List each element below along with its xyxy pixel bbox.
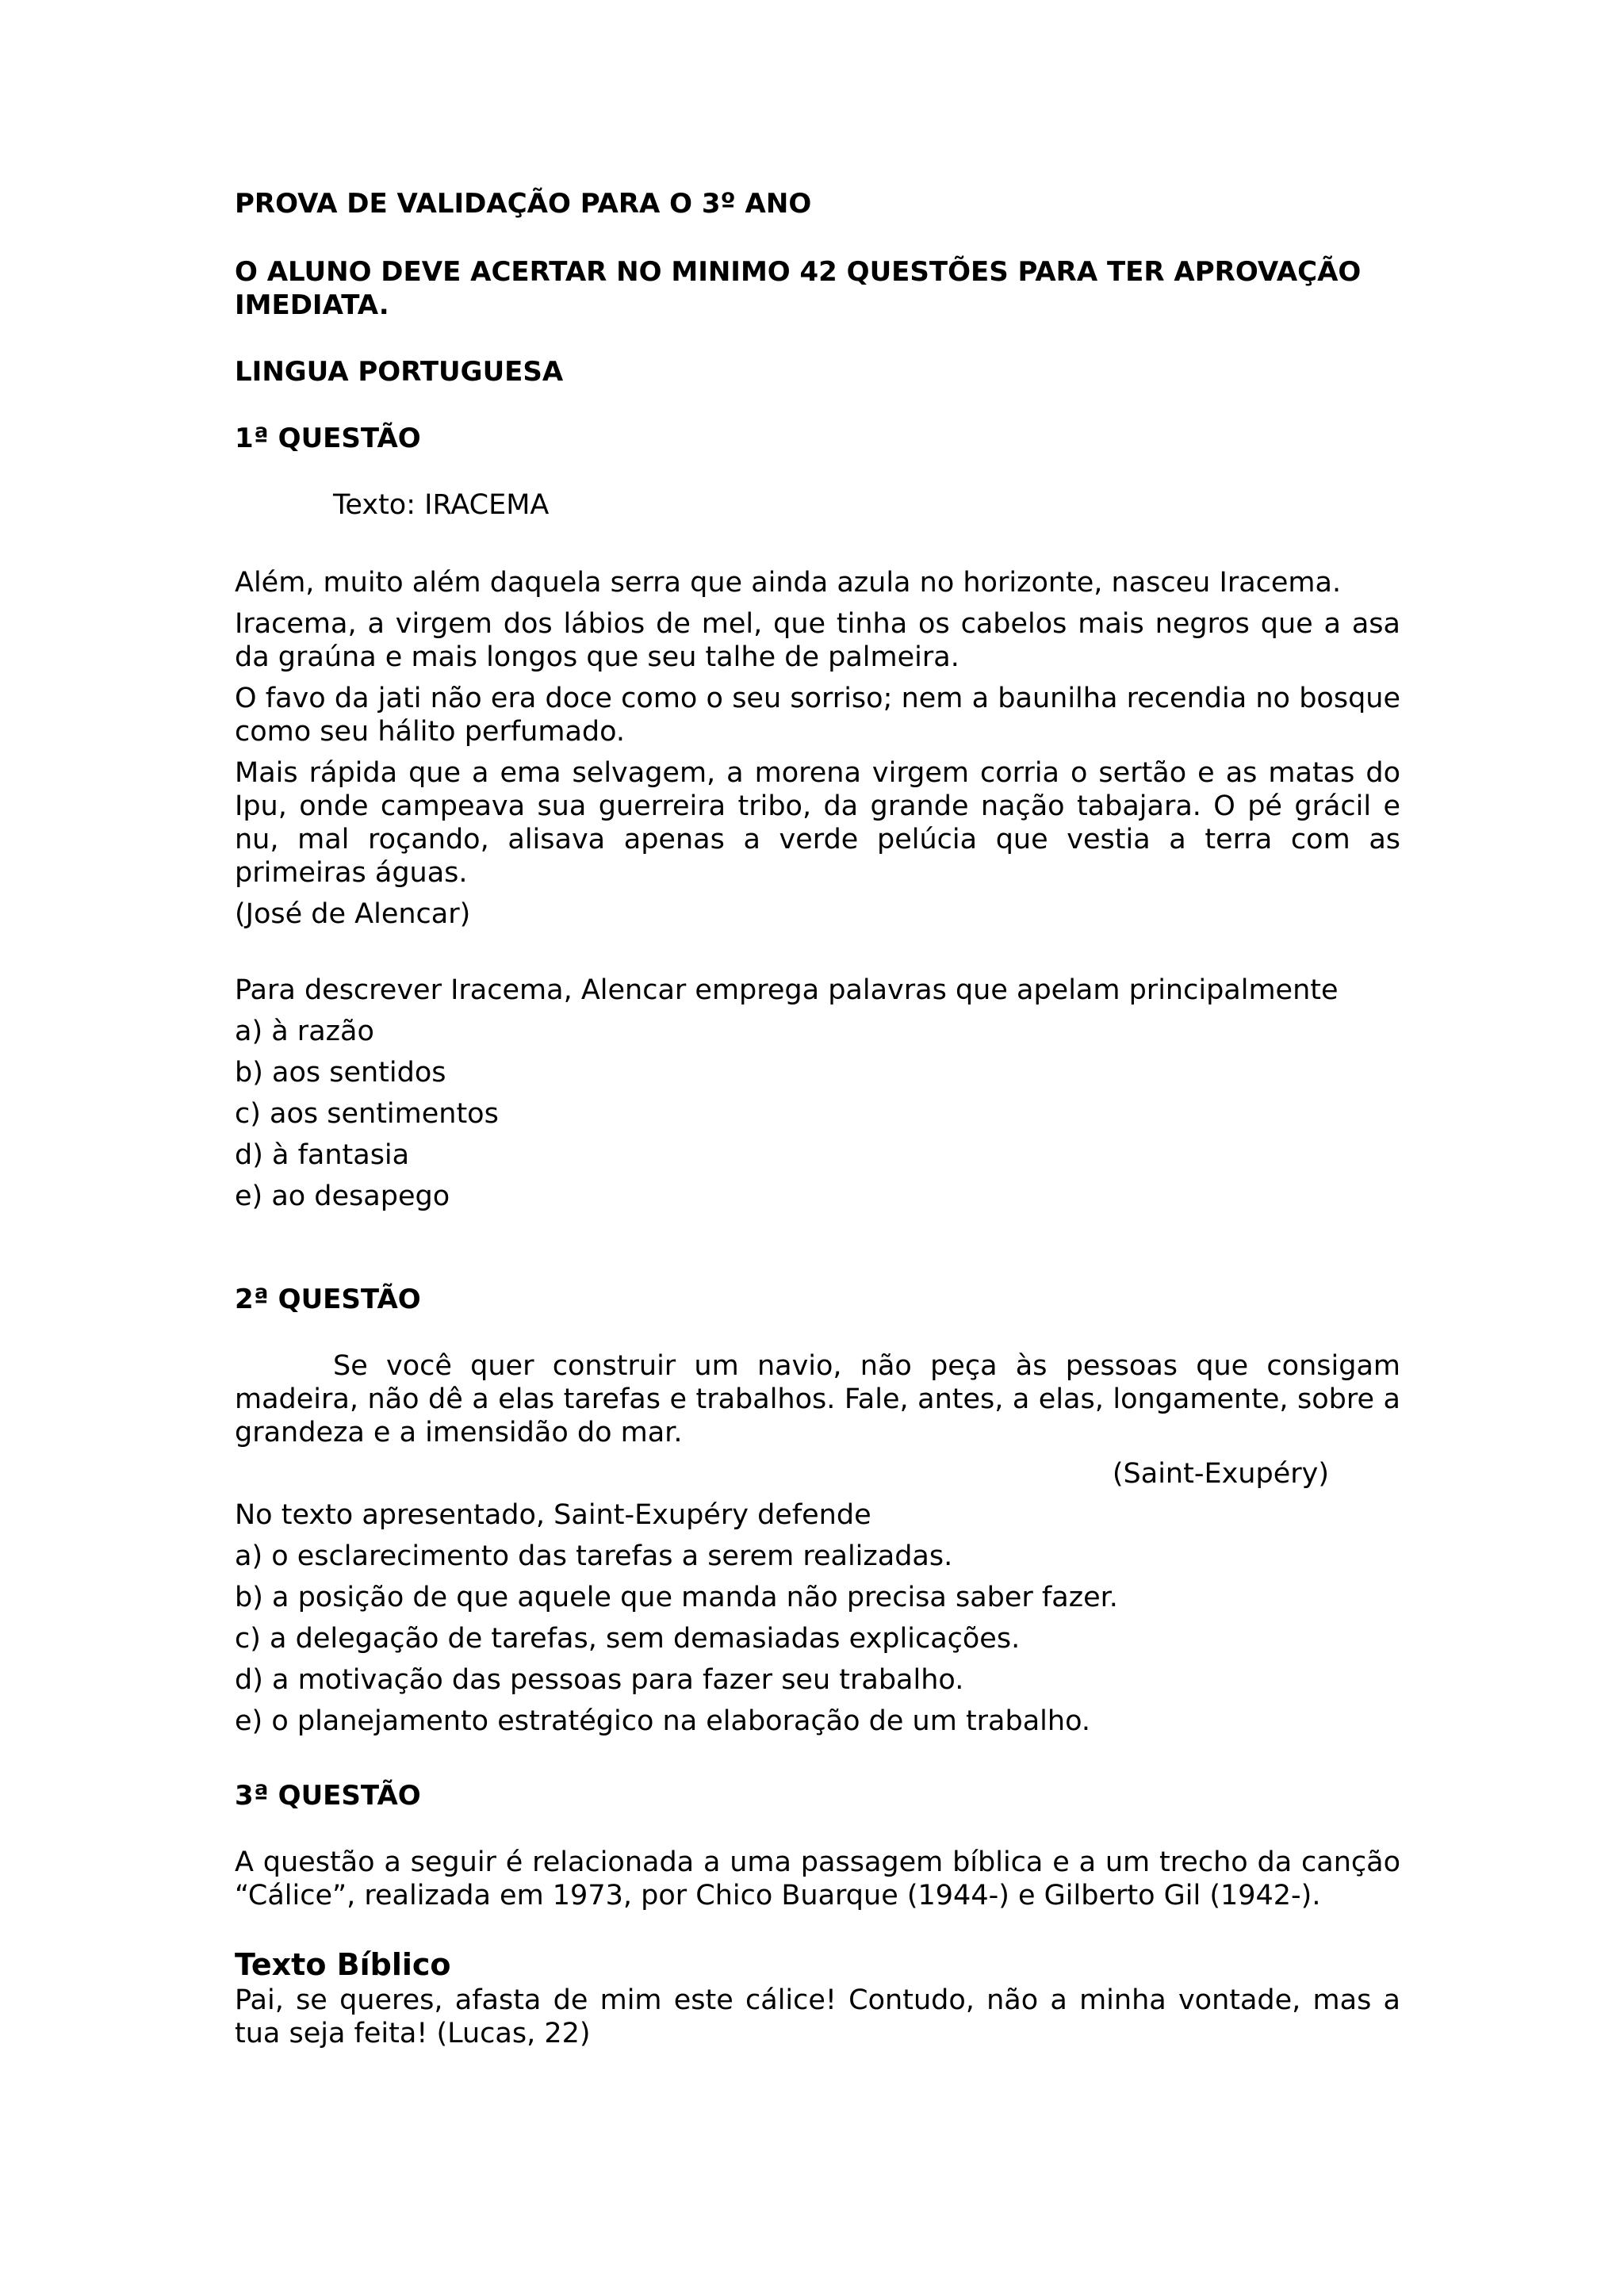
q2-option: d) a motivação das pessoas para fazer seu trabalho. [235, 1664, 964, 1696]
q2-option: e) o planejamento estratégico na elaboração de um trabalho. [235, 1705, 1091, 1737]
q1-heading: 1ª QUESTÃO [235, 423, 421, 454]
q1-prompt: Para descrever Iracema, Alencar emprega palavras que apelam principalmente [235, 974, 1339, 1006]
q2-prompt: No texto apresentado, Saint-Exupéry defende [235, 1499, 871, 1531]
q2-author: (Saint-Exupéry) [1112, 1458, 1329, 1490]
q1-option: c) aos sentimentos [235, 1098, 499, 1130]
q2-option: c) a delegação de tarefas, sem demasiadas explicações. [235, 1623, 1021, 1655]
q1-author: (José de Alencar) [235, 898, 471, 930]
q2-quote: Se você quer construir um navio, não peça às pessoas que consigam madeira, não dê a elas tarefas e trabalhos. Fale, antes, a elas, longamente, sobre a grandeza e a imensidão do mar. [235, 1350, 1400, 1448]
q1-option: e) ao desapego [235, 1181, 450, 1212]
exam-title: PROVA DE VALIDAÇÃO PARA O 3º ANO [235, 188, 812, 220]
approval-notice: O ALUNO DEVE ACERTAR NO MINIMO 42 QUESTÕES PARA TER APROVAÇÃO IMEDIATA. [235, 256, 1362, 321]
q3-heading: 3ª QUESTÃO [235, 1780, 421, 1812]
q1-paragraph: O favo da jati não era doce como o seu sorriso; nem a baunilha recendia no bosque como seu hálito perfumado. [235, 683, 1400, 748]
document-body [235, 187, 1400, 2050]
q1-option: d) à fantasia [235, 1139, 410, 1171]
q3-biblical-text: Pai, se queres, afasta de mim este cálice! Contudo, não a minha vontade, mas a tua seja feita! (Lucas, 22) [235, 1984, 1400, 2049]
q1-option: b) aos sentidos [235, 1057, 446, 1089]
q2-option: b) a posição de que aquele que manda não precisa saber fazer. [235, 1582, 1118, 1613]
q1-paragraph: Mais rápida que a ema selvagem, a morena virgem corria o sertão e as matas do Ipu, onde campeava sua guerreira tribo, da grande nação tabajara. O pé grácil e nu, mal roçando, alisava apenas a verde pelúcia que vestia a terra com as primeiras águas. [235, 757, 1400, 889]
q2-option: a) o esclarecimento das tarefas a serem realizadas. [235, 1540, 953, 1572]
q1-paragraph: Iracema, a virgem dos lábios de mel, que tinha os cabelos mais negros que a asa da graúna e mais longos que seu talhe de palmeira. [235, 608, 1400, 673]
q3-subheading: Texto Bíblico [235, 1947, 451, 1982]
q3-intro: A questão a seguir é relacionada a uma passagem bíblica e a um trecho da canção “Cálice”, realizada em 1973, por Chico Buarque (1944-) e Gilberto Gil (1942-). [235, 1846, 1400, 1911]
q2-heading: 2ª QUESTÃO [235, 1284, 421, 1315]
q1-text-title: Texto: IRACEMA [333, 489, 550, 521]
subject-heading: LINGUA PORTUGUESA [235, 356, 564, 388]
q1-option: a) à razão [235, 1016, 374, 1047]
q1-paragraph: Além, muito além daquela serra que ainda azula no horizonte, nasceu Iracema. [235, 567, 1342, 599]
